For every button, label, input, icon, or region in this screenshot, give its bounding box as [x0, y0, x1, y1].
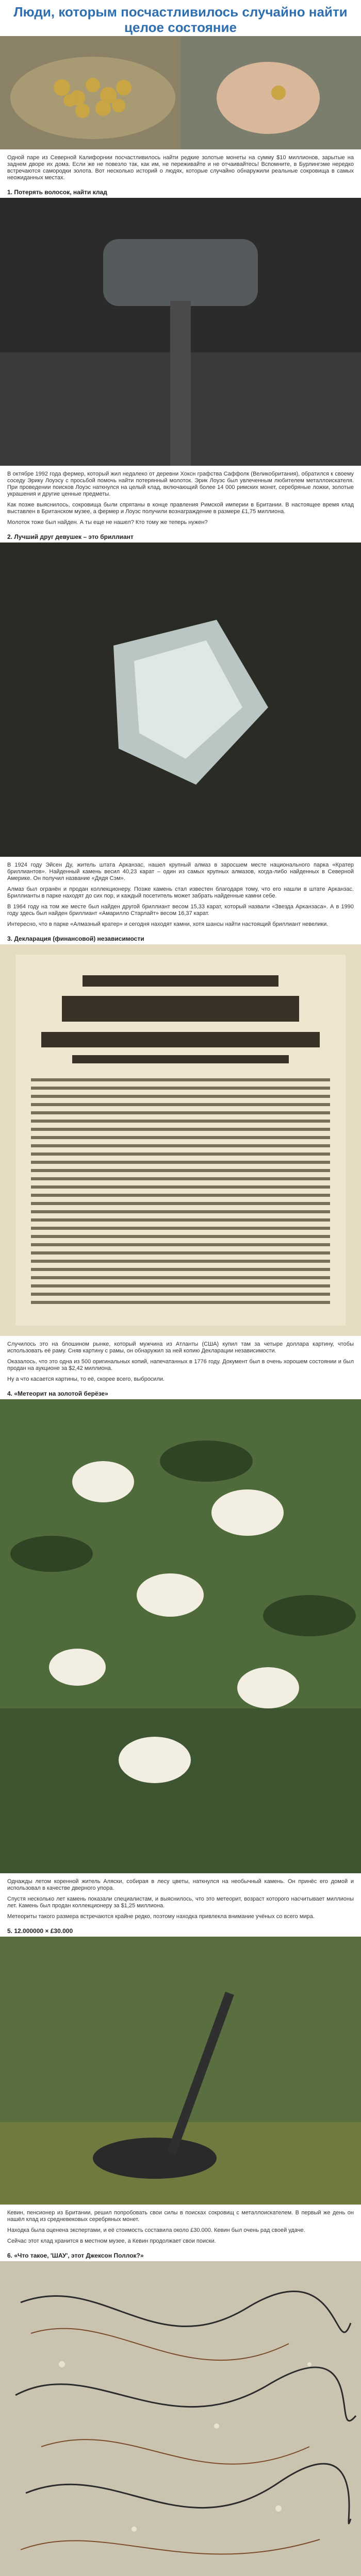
diamond-photo [0, 543, 361, 857]
section-heading: 6. «Что такое, 'ШАУ', этот Джексон Поллок?» [7, 2252, 144, 2259]
section-6 [0, 2249, 361, 2576]
section-heading: 4. «Метеорит на золотой берёзе» [7, 1390, 108, 1397]
paragraph: В октябре 1992 года фермер, который жил недалеко от деревни Хоксн графства Саффолк (Великобритания), обратился к своему соседу Эрику Лоуэсу с просьбой помочь найти потерянный молоток. Эрик Лоуэс был увлеченным любителем металлоискателя. При проведении поисков Лоуэс наткнулся на целый клад, включающий более 14 000 римских монет, серебряные ложки, золотые украшения и другие ценные предметы. [7, 471, 354, 497]
paragraph: Сейчас этот клад хранится в местном музее, а Кевин продолжает свои поиски. [7, 2238, 216, 2244]
section-3-image [0, 944, 361, 1336]
paragraph: Ну а что касается картины, то её, скорее всего, выбросили. [7, 1376, 165, 1382]
page-title: Люди, которым посчастливилось случайно найти целое состояние [13, 4, 348, 35]
paragraph: Метеориты такого размера встречаются крайне редко, поэтому находка привлекла внимание учёных со всего мира. [7, 1913, 315, 1920]
paragraph: Оказалось, что это одна из 500 оригинальных копий, напечатанных в 1776 году. Документ был в очень хорошем состоянии и был продан на аукционе за $2,42 миллиона. [7, 1359, 354, 1371]
section-heading: 5. 12.000000 × £30.000 [7, 1927, 73, 1935]
section-5-image [0, 1937, 361, 2205]
declaration-photo [0, 944, 361, 1336]
drip-painting-photo [0, 2261, 361, 2576]
paragraph: Молоток тоже был найден. А ты еще не нашел? Кто тому же теперь нужен? [7, 519, 208, 526]
section-6-image [0, 2261, 361, 2576]
section-1 [0, 185, 361, 526]
section-5 [0, 1924, 361, 2245]
hero-image [0, 36, 361, 149]
paragraph: Спустя несколько лет камень показали специалистам, и выяснилось, что это метеорит, возраст которого насчитывает миллионы лет. Камень был продан коллекционеру за $1,25 миллиона. [7, 1896, 354, 1909]
paragraph: Случилось это на блошином рынке, который мужчина из Атланты (США) купил там за четыре доллара картину, чтобы использовать её раму. Сняв картину с рамы, он обнаружил за ней копию Декларации независимости. [7, 1341, 354, 1354]
metal-detector-photo [0, 1937, 361, 2205]
intro-text: Одной паре из Северной Калифорнии посчастливилось найти редкие золотые монеты на сумму $10 миллионов, зарытые на заднем дворе их дома. Если же не повезло так, как им, не переживайте и не отчаивайтесь! Вспомните, в Бурлингэме нередко встречаются самородки золота. Вот несколько историй о людях, которые случайно обнаружили реальные сокровища в самых неожиданных местах. [7, 155, 354, 181]
paragraph: Алмаз был огранён и продан коллекционеру. Позже камень стал известен благодаря тому, что его нашли в штате Арканзас. Бриллианты в парке находят до сих пор, и каждый посетитель может забрать найденные камни себе. [7, 886, 354, 899]
section-2-image [0, 543, 361, 857]
paragraph: Однажды летом коренной житель Аляски, собирая в лесу цветы, наткнулся на необычный камень. Он принёс его домой и использовал в качестве дверного упора. [7, 1878, 354, 1891]
paragraph: В 1924 году Эйсен Ду, житель штата Арканзас, нашел крупный алмаз в заросшем месте национального парка «Кратер бриллиантов». Найденный камень весил 40,23 карат – один из самых крупных алмазов, когда-либо найденных в Северной Америке. Он получил название «Дядя Сэм». [7, 862, 354, 882]
section-4 [0, 1387, 361, 1920]
section-heading: 3. Декларация (финансовой) независимости [7, 935, 144, 942]
section-heading: 1. Потерять волосок, найти клад [7, 189, 107, 196]
section-3 [0, 932, 361, 1383]
paragraph: Интересно, что в парке «Алмазный кратер» и сегодня находят камни, хотя шансы найти настоящий бриллиант невелики. [7, 921, 329, 927]
paragraph: Как позже выяснилось, сокровища были спрятаны в конце правления Римской империи в Британии. В настоящее время клад выставлен в Британском музее, а фермер и Лоуэс получили вознаграждение в размере £1,75 миллиона. [7, 502, 354, 515]
section-1-image [0, 198, 361, 466]
gold-coins-photo [0, 36, 361, 149]
magnolia-tree-photo [0, 1399, 361, 1873]
paragraph: Находка была оценена экспертами, и её стоимость составила около £30.000. Кевин был очень рад своей удаче. [7, 2227, 305, 2233]
section-4-image [0, 1399, 361, 1873]
section-2 [0, 530, 361, 928]
paragraph: В 1964 году на том же месте был найден другой бриллиант весом 15,33 карат, который назвали «Звезда Арканзаса». А в 1990 году здесь был найден бриллиант «Амарилло Старлайт» весом 16,37 карат. [7, 904, 354, 917]
paragraph: Кевин, пенсионер из Британии, решил попробовать свои силы в поисках сокровищ с металлоискателем. В первый же день он нашёл клад из средневековых серебряных монет. [7, 2210, 354, 2223]
section-heading: 2. Лучший друг девушек – это бриллиант [7, 533, 134, 540]
hammer-photo [0, 198, 361, 466]
